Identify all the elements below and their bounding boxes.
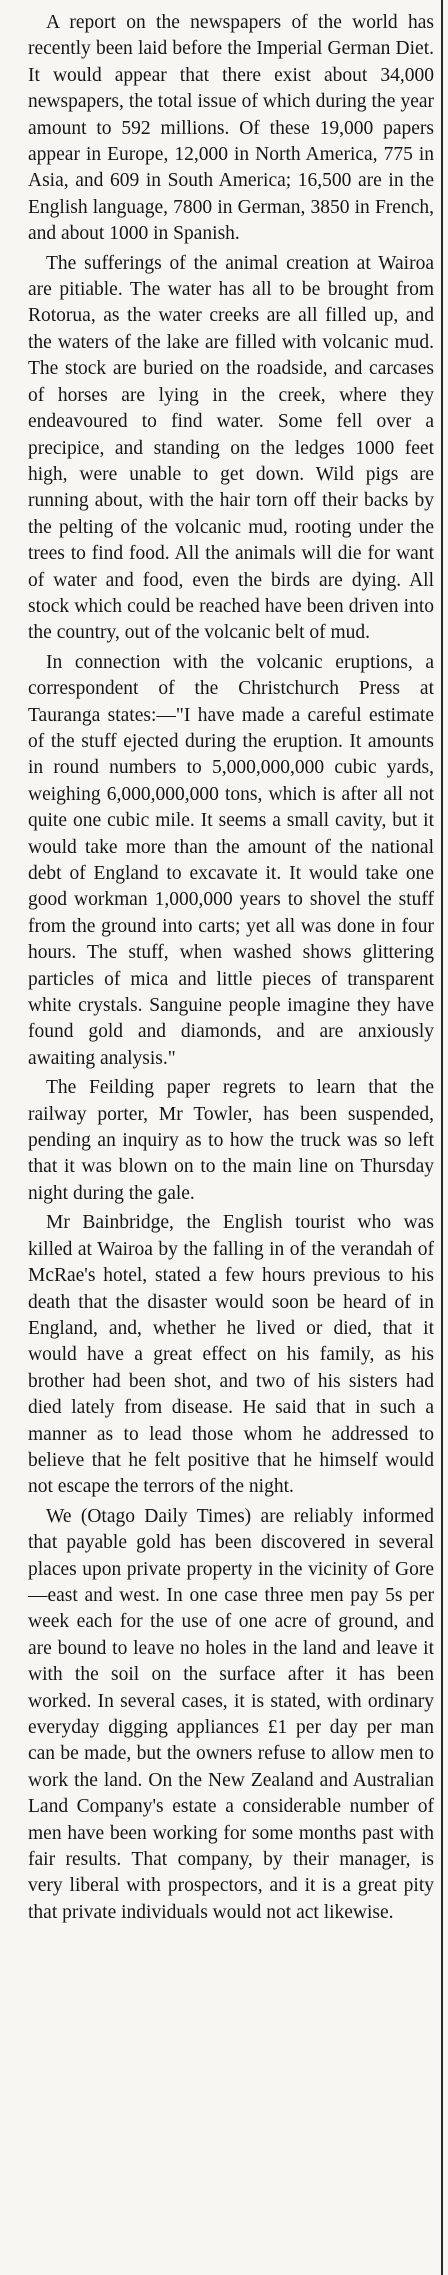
article-feilding-porter: The Feilding paper regrets to learn that the railway porter, Mr Towler, has been suspended, pending an inquiry as to how the truck was so left that it was blown on to the main line on Thursday night during the gale. [28, 1077, 434, 1204]
article-bainbridge: Mr Bainbridge, the English tourist who was killed at Wairoa by the falling in of the verandah of McRae's hotel, stated a few hours previous to his death that the disaster would soon be heard of in England, and, whether he lived or died, that it would have a great effect on his family, as his brother had been shot, and two of his sisters had died lately from disease. He said that in such a manner as to lead those whom he addressed to believe that he felt positive that he himself would not escape the terrors of the night. [28, 1212, 434, 1498]
article-gore-gold: We (Otago Daily Times) are reliably informed that payable gold has been discovered in several places upon private property in the vicinity of Gore—east and west. In one case three men pay 5s per week each for the use of one acre of ground, and are bound to leave no holes in the land and leave it with the soil on the surface after it has been worked. In several cases, it is stated, with ordinary everyday digging appliances £1 per day per man can be made, but the owners refuse to allow men to work the land. On the New Zealand and Australian Land Company's estate a considerable number of men have been working for some months past with fair results. That company, by their manager, is very liberal with prospectors, and it is a great pity that private individuals would not act likewise. [28, 1505, 434, 1923]
article-wairoa-animals: The sufferings of the animal creation at Wairoa are pitiable. The water has all to be brought from Rotorua, as the water creeks are all filled up, and the waters of the lake are filled with volcanic mud. The stock are buried on the roadside, and carcases of horses are lying in the creek, where they endeavoured to find water. Some fell over a precipice, and standing on the ledges 1000 feet high, were unable to get down. Wild pigs are running about, with the hair torn off their backs by the pelting of the volcanic mud, rooting under the trees to find food. All the animals will die for want of water and food, even the birds are dying. All stock which could be reached have been driven into the country, out of the volcanic belt of mud. [28, 252, 434, 644]
article-eruption-estimate: In connection with the volcanic eruptions, a correspondent of the Christchurch Press at Tauranga states:—"I have made a careful estimate of the stuff ejected during the eruption. It amounts in round numbers to 5,000,000,000 cubic yards, weighing 6,000,000,000 tons, which is after all not quite one cubic mile. It seems a small cavity, but it would take more than the amount of the national debt of England to excavate it. It would take one good workman 1,000,000 years to shovel the stuff from the ground into carts; yet all was done in four hours. The stuff, when washed shows glittering particles of mica and little pieces of transparent white crystals. Sanguine people imagine they have found gold and diamonds, and are anxiously awaiting analysis." [28, 651, 434, 1069]
news-column [28, 10, 434, 1929]
article-newspaper-statistics: A report on the newspapers of the world has recently been laid before the Imperial German Diet. It would appear that there exist about 34,000 newspapers, the total issue of which during the year amount to 592 millions. Of these 19,000 papers appear in Europe, 12,000 in North America, 775 in Asia, and 609 in South America; 16,500 are in the English language, 7800 in German, 3850 in French, and about 1000 in Spanish. [28, 12, 434, 245]
column-rule [441, 0, 443, 2275]
